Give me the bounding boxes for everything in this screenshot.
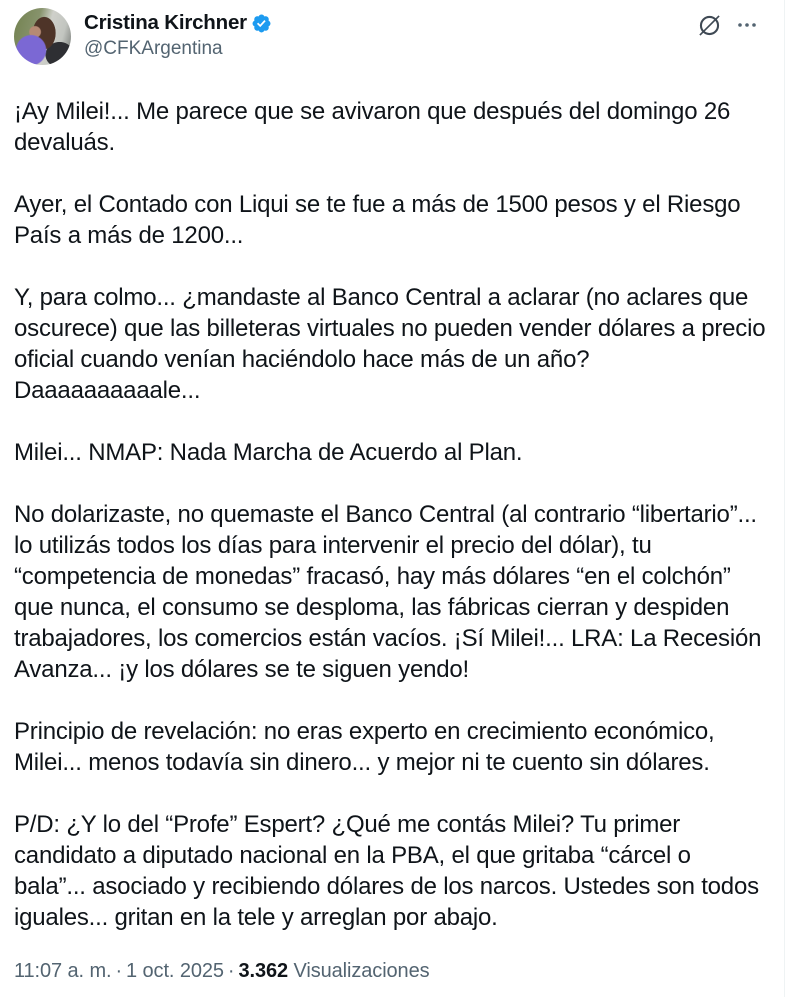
more-icon — [735, 13, 759, 37]
avatar[interactable] — [14, 8, 71, 65]
timestamp-date: 1 oct. 2025 — [126, 960, 224, 982]
tweet-paragraph: No dolarizaste, no quemaste el Banco Central (al contrario “libertario”... lo utilizás todos los días para intervenir el precio del dólar), tu “competencia de monedas” fracasó, hay más dólares “en el colchón” que nunca, el consumo se desploma, las fábricas cierran y despiden trabajadores, los comercios están vacíos. ¡Sí Milei!... LRA: La Recesión Avanza... ¡y los dólares se te siguen yendo! — [14, 501, 762, 683]
display-name-row — [84, 11, 272, 35]
tweet-paragraph: P/D: ¿Y lo del “Profe” Espert? ¿Qué me contás Milei? Tu primer candidato a diputado nacional en la PBA, el que gritaba “cárcel o bala”... asociado y recibiendo dólares de los narcos. Ustedes son todos iguales... gritan en la tele y arreglan por abajo. — [14, 811, 759, 931]
views-count: 3.362 — [238, 960, 289, 982]
display-name[interactable]: Cristina Kirchner — [84, 11, 247, 34]
tweet-header — [0, 0, 784, 74]
tweet-meta — [0, 933, 784, 997]
grok-icon — [697, 13, 722, 38]
user-handle[interactable]: @CFKArgentina — [84, 38, 223, 59]
views-label: Visualizaciones — [293, 960, 430, 982]
grok-button[interactable] — [696, 12, 722, 38]
header-actions — [696, 12, 760, 38]
tweet-paragraph: ¡Ay Milei!... Me parece que se avivaron que después del domingo 26 devaluás. — [14, 98, 731, 156]
tweet-text — [0, 74, 784, 933]
timestamp-time: 11:07 a. m. — [14, 960, 112, 982]
meta-separator: · — [115, 960, 123, 982]
tweet-paragraph: Ayer, el Contado con Liqui se te fue a más de 1500 pesos y el Riesgo País a más de 1200... — [14, 191, 741, 249]
more-button[interactable] — [734, 12, 760, 38]
user-info — [84, 11, 272, 60]
verified-badge-icon — [251, 13, 272, 34]
tweet-paragraph: Milei... NMAP: Nada Marcha de Acuerdo al Plan. — [14, 439, 523, 466]
meta-separator: · — [227, 960, 235, 982]
tweet-paragraph: Principio de revelación: no eras experto en crecimiento económico, Milei... menos todavía sin dinero... y mejor ni te cuento sin dólares. — [14, 718, 715, 776]
tweet-paragraph: Y, para colmo... ¿mandaste al Banco Central a aclarar (no aclares que oscurece) que las billeteras virtuales no pueden vender dólares a precio oficial cuando venían haciéndolo hace más de un año? Daaaaaaaaaale... — [14, 284, 766, 404]
